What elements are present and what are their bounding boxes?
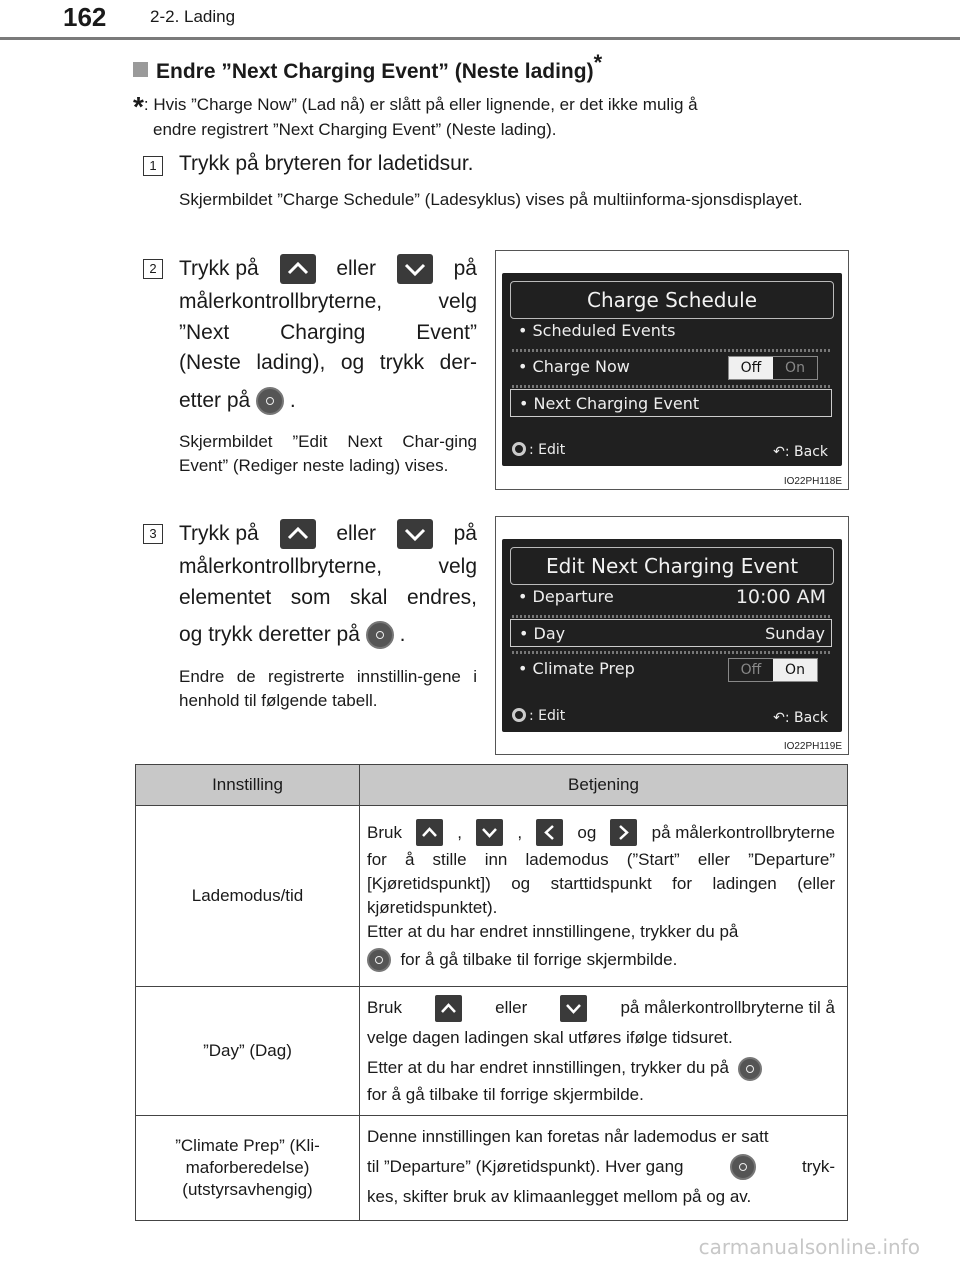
step-3-t2: målerkontrollbryterne, velg (179, 555, 477, 578)
row-separator (512, 385, 830, 388)
enter-button-icon (366, 621, 394, 649)
text: kes, skifter bruk av klimaanlegget mellom på og av. (367, 1187, 752, 1206)
text: Bruk (367, 822, 402, 842)
row-separator (512, 615, 830, 618)
text: , (457, 822, 463, 842)
step-3-subtext: Endre de registrerte innstillin-gene i henhold til følgende tabell. (179, 667, 477, 710)
col-header-operation: Betjening (360, 765, 848, 806)
step-3-text (179, 517, 477, 657)
screen-footer (502, 436, 842, 466)
step-3-t4: og trykk deretter på (179, 623, 360, 646)
charge-now-toggle (728, 356, 818, 380)
operation-cell (360, 1116, 848, 1221)
screen-figure-1 (495, 250, 849, 490)
step-2-t1c: på (453, 257, 477, 280)
figure-caption: IO22PH118E (783, 476, 842, 487)
setting-cell: ”Day” (Dag) (136, 987, 360, 1116)
climate-prep-toggle (728, 658, 818, 682)
menu-next-charging-event: • Next Charging Event (510, 389, 832, 417)
section-title-star: * (593, 50, 603, 75)
header-divider (0, 37, 960, 40)
step-2-t3: ”Next Charging Event” (179, 321, 477, 344)
section-title (133, 50, 602, 84)
section-title-text: Endre ”Next Charging Event” (Neste lading) (156, 60, 594, 83)
display-charge-schedule (502, 273, 842, 466)
menu-day (510, 619, 832, 647)
text: for å gå tilbake til forrige skjermbilde. (367, 1085, 644, 1104)
chevron-up-icon (280, 519, 316, 549)
row-separator (512, 349, 830, 352)
table-header-row (136, 765, 848, 806)
operation-cell (360, 806, 848, 987)
chevron-down-icon (397, 519, 433, 549)
table-row (136, 806, 848, 987)
step-2-t4: (Neste lading), og trykk der- (179, 351, 477, 374)
footnote-star: * (133, 91, 144, 122)
display-edit-next-charging-event (502, 539, 842, 732)
settings-table (135, 764, 848, 1221)
row-separator (512, 651, 830, 654)
text: eller (495, 998, 528, 1017)
screen-figure-2 (495, 516, 849, 755)
day-value: Sunday (765, 624, 825, 643)
step-2-t1a: Trykk på (179, 257, 259, 280)
menu-charge-now: • Charge Now (518, 357, 630, 376)
step-2-t5-end: . (289, 389, 296, 412)
screen-footer (502, 702, 842, 732)
page-number: 162 (63, 2, 107, 32)
chevron-down-icon (476, 819, 503, 846)
enter-button-icon (730, 1154, 756, 1180)
menu-climate-prep: • Climate Prep (518, 659, 635, 678)
toggle-off: Off (729, 357, 773, 379)
footer-edit: : Edit (529, 708, 566, 724)
text: velge dagen ladingen skal utføres ifølge tidsuret. (367, 1028, 733, 1047)
figure-caption: IO22PH119E (783, 741, 842, 752)
col-header-setting: Innstilling (136, 765, 360, 806)
back-arrow-icon: ↶ (773, 444, 785, 460)
chevron-down-icon (560, 995, 587, 1022)
text: på målerkontrollbryterne (651, 822, 835, 842)
setting-cell: Lademodus/tid (136, 806, 360, 987)
menu-scheduled-events: • Scheduled Events (518, 321, 676, 340)
enter-icon (512, 442, 526, 456)
footer-back: : Back (784, 710, 828, 726)
step-2-text (179, 252, 477, 423)
step-1-text: Trykk på bryteren for ladetidsur. (179, 152, 474, 175)
step-2-t2: målerkontrollbryterne, velg (179, 290, 477, 313)
step-2-number: 2 (143, 259, 163, 279)
toggle-on: On (773, 659, 817, 681)
table-row (136, 1116, 848, 1221)
chevron-up-icon (280, 254, 316, 284)
section-bullet (133, 62, 148, 77)
step-3-t3: elementet som skal endres, (179, 586, 477, 609)
back-arrow-icon: ↶ (773, 710, 785, 726)
footnote (133, 92, 840, 142)
text: og (577, 822, 597, 842)
text: Etter at du har endret innstillingen, trykker du på (367, 1058, 729, 1077)
toggle-on: On (785, 360, 805, 376)
table-row (136, 987, 848, 1116)
enter-icon (512, 708, 526, 722)
enter-button-icon (256, 387, 284, 415)
back-button-icon (367, 948, 391, 972)
footer-edit: : Edit (529, 442, 566, 458)
footnote-line-2: endre registrert ”Next Charging Event” (Neste lading). (153, 120, 557, 139)
text: tryk- (801, 1157, 835, 1176)
text: Etter at du har endret innstillingene, trykker du på (367, 921, 739, 941)
step-2-t5: etter på (179, 389, 251, 412)
operation-cell (360, 987, 848, 1116)
footer-back: : Back (784, 444, 828, 460)
text: , (517, 822, 523, 842)
step-2-subtext: Skjermbildet ”Edit Next Char-ging Event” (Rediger neste lading) vises. (179, 432, 477, 475)
back-button-icon (738, 1057, 762, 1081)
section-label: 2-2. Lading (150, 7, 236, 26)
footnote-line-1: : Hvis ”Charge Now” (Lad nå) er slått på eller lignende, er det ikke mulig å (143, 95, 698, 114)
menu-departure (510, 583, 832, 611)
screen-title: Edit Next Charging Event (510, 547, 834, 585)
text: Denne innstillingen kan foretas når lademodus er satt (367, 1127, 769, 1146)
chevron-up-icon (416, 819, 443, 846)
departure-value: 10:00 AM (735, 586, 826, 608)
step-1-subtext: Skjermbildet ”Charge Schedule” (Ladesyklus) vises på multiinforma-sjonsdisplayet. (179, 190, 803, 209)
text: for å gå tilbake til forrige skjermbilde. (400, 949, 678, 969)
text: på målerkontrollbryterne til å (620, 998, 835, 1017)
step-3-t1a: Trykk på (179, 522, 259, 545)
chevron-left-icon (536, 819, 563, 846)
screen-title: Charge Schedule (510, 281, 834, 319)
text: Bruk (367, 998, 402, 1017)
text: for å stille inn lademodus (”Start” eller ”Departure” [Kjøretidspunkt]) og starttidspunkt for ladingen (eller kjøretidspunktet). (367, 849, 835, 917)
departure-label: • Departure (518, 587, 614, 606)
step-3-t1b: eller (336, 522, 377, 545)
step-2-t1b: eller (336, 257, 377, 280)
step-3-number: 3 (143, 524, 163, 544)
step-1-number: 1 (143, 156, 163, 176)
chevron-up-icon (435, 995, 462, 1022)
day-label: • Day (519, 624, 566, 643)
step-3-t1c: på (453, 522, 477, 545)
step-3-t4-end: . (399, 623, 406, 646)
chevron-right-icon (610, 819, 637, 846)
toggle-off: Off (740, 662, 762, 678)
watermark: carmanualsonline.info (698, 1235, 920, 1259)
text: til ”Departure” (Kjøretidspunkt). Hver gang (367, 1157, 684, 1176)
chevron-down-icon (397, 254, 433, 284)
setting-cell: ”Climate Prep” (Kli-maforberedelse) (utstyrsavhengig) (136, 1116, 360, 1221)
